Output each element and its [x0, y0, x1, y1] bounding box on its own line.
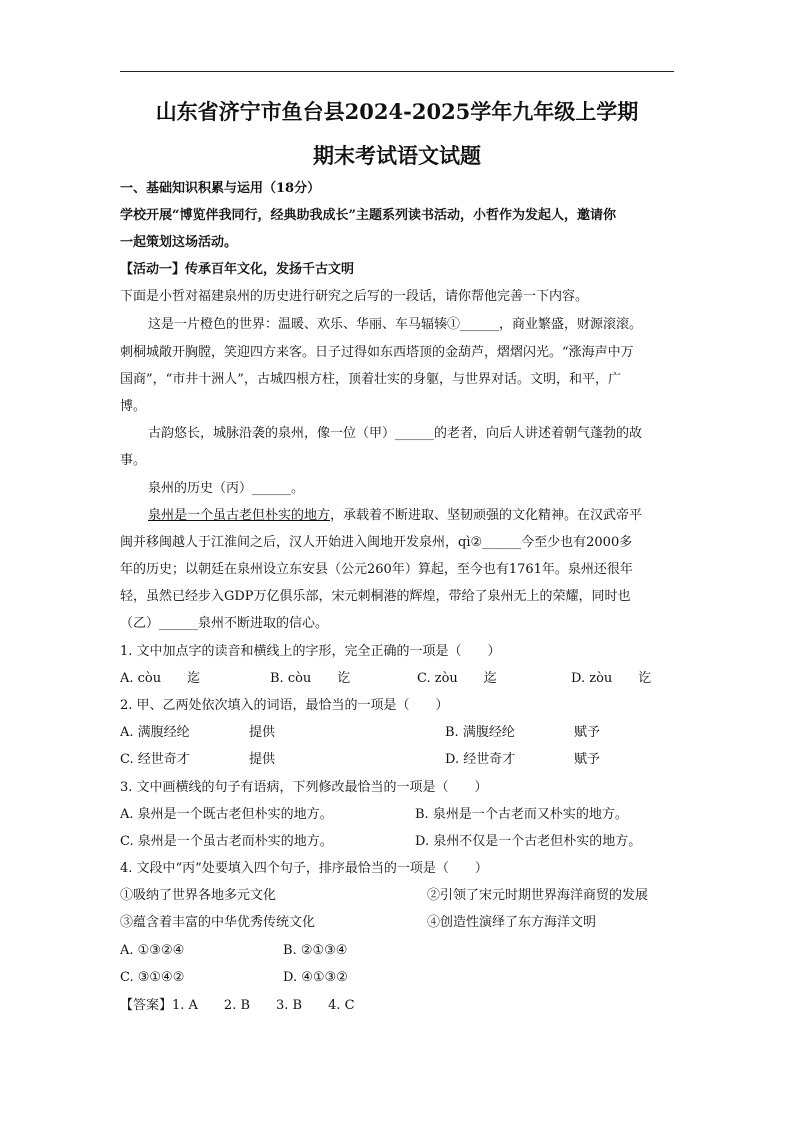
q2-stem: 2. 甲、乙两处依次填入的词语，最恰当的一项是（ ） — [120, 698, 449, 713]
q3-option-b: B. 泉州是一个古老而又朴实的地方。 — [415, 807, 628, 822]
title-line-2: 期末考试语文试题 — [313, 143, 481, 168]
title-line-1: 山东省济宁市鱼台县2024-2025学年九年级上学期 — [155, 99, 639, 124]
q1-stem: 1. 文中加点字的读音和横线上的字形，完全正确的一项是（ ） — [120, 644, 501, 659]
passage-p1-l1: 这是一片橙色的世界：温暖、欢乐、华丽、车马辐辏①______，商业繁盛，财源滚滚。 — [148, 317, 643, 332]
passage-p4-l4: 轻，虽然已经步入GDP万亿俱乐部，宋元刺桐港的辉煌，带给了泉州无上的荣耀，同时也 — [120, 589, 631, 604]
q2-option-c-word2: 提供 — [249, 752, 276, 767]
passage-p4-l3: 年的历史；以朝廷在泉州设立东安县（公元260年）算起，至今也有1761年。泉州还很年 — [120, 562, 633, 577]
passage-p2-l1: 古韵悠长，城脉沿袭的泉州，像一位（甲）______的老者，向后人讲述着朝气蓬勃的故 — [148, 426, 643, 441]
q2-option-d-word2: 赋予 — [574, 752, 601, 767]
q1-option-a: A. còu 迄 — [120, 671, 201, 686]
q4-option-d: D. ④①③② — [283, 970, 348, 985]
passage-p1-l2: 刺桐城敞开胸膛，笑迎四方来客。日子过得如东西塔顶的金葫芦，熠熠闪光。“涨海声中万 — [120, 345, 634, 360]
passage-p4-l1-rest: ，承载着不断进取、坚韧顽强的文化精神。在汉武帝平 — [330, 508, 643, 523]
q3-option-d: D. 泉州不仅是一个古老但朴实的地方。 — [415, 834, 642, 849]
q4-option-b: B. ②①③④ — [283, 943, 348, 958]
instruction: 下面是小哲对福建泉州的历史进行研究之后写的一段话，请你帮他完善一下内容。 — [120, 289, 589, 304]
intro-line-2: 一起策划这场活动。 — [120, 235, 238, 250]
q2-option-a-word1: A. 满腹经纶 — [120, 725, 190, 740]
passage-p1-l3: 国商”，“市井十洲人”，古城四根方柱，顶着壮实的身躯，与世界对话。文明，和平，广 — [120, 372, 621, 387]
q1-option-b: B. còu 讫 — [270, 671, 351, 686]
q3-stem: 3. 文中画横线的句子有语病，下列修改最恰当的一项是（ ） — [120, 780, 488, 795]
passage-p4-l1 — [148, 507, 642, 525]
q2-option-b-word2: 赋予 — [574, 725, 601, 740]
section-heading: 一、基础知识积累与运用（18分） — [120, 181, 321, 196]
q4-sentence-3: ③蕴含着丰富的中华优秀传统文化 — [120, 915, 316, 930]
q3-option-a: A. 泉州是一个既古老但朴实的地方。 — [120, 807, 333, 822]
activity-heading: 【活动一】传承百年文化，发扬千古文明 — [120, 262, 355, 277]
top-rule — [120, 71, 674, 72]
q2-option-d-word1: D. 经世奇才 — [445, 752, 516, 767]
q3-option-c: C. 泉州是一个虽古老而朴实的地方。 — [120, 834, 333, 849]
q4-option-c: C. ③①④② — [120, 970, 185, 985]
q4-sentence-4: ④创造性演绎了东方海洋文明 — [427, 915, 597, 930]
q1-option-d: D. zòu 讫 — [571, 671, 652, 686]
q2-option-a-word2: 提供 — [249, 725, 276, 740]
q2-option-b-word1: B. 满腹经纶 — [445, 725, 515, 740]
passage-p2-l2: 事。 — [120, 453, 147, 468]
q4-option-a: A. ①③②④ — [120, 943, 185, 958]
passage-p4-l2: 闽并移闽越人于江淮间之后，汉人开始进入闽地开发泉州，qì②______今至少也有2000多 — [120, 535, 633, 550]
q4-sentence-1: ①吸纳了世界各地多元文化 — [120, 888, 277, 903]
passage-p3-l1: 泉州的历史（丙）______。 — [148, 481, 305, 496]
passage-p1-l4: 博。 — [120, 399, 147, 414]
intro-line-1: 学校开展“博览伴我同行，经典助我成长”主题系列读书活动，小哲作为发起人，邀请你 — [120, 208, 616, 223]
q2-option-c-word1: C. 经世奇才 — [120, 752, 190, 767]
underlined-sentence: 泉州是一个虽古老但朴实的地方 — [148, 508, 331, 523]
q1-option-c: C. zòu 迄 — [417, 671, 497, 686]
q4-sentence-2: ②引领了宋元时期世界海洋商贸的发展 — [427, 888, 649, 903]
passage-p4-l5: （乙）______泉州不断进取的信心。 — [120, 616, 329, 631]
answer-line: 【答案】1. A 2. B 3. B 4. C — [120, 998, 355, 1013]
q4-stem: 4. 文段中“丙”处要填入四个句子，排序最恰当的一项是（ ） — [120, 861, 488, 876]
